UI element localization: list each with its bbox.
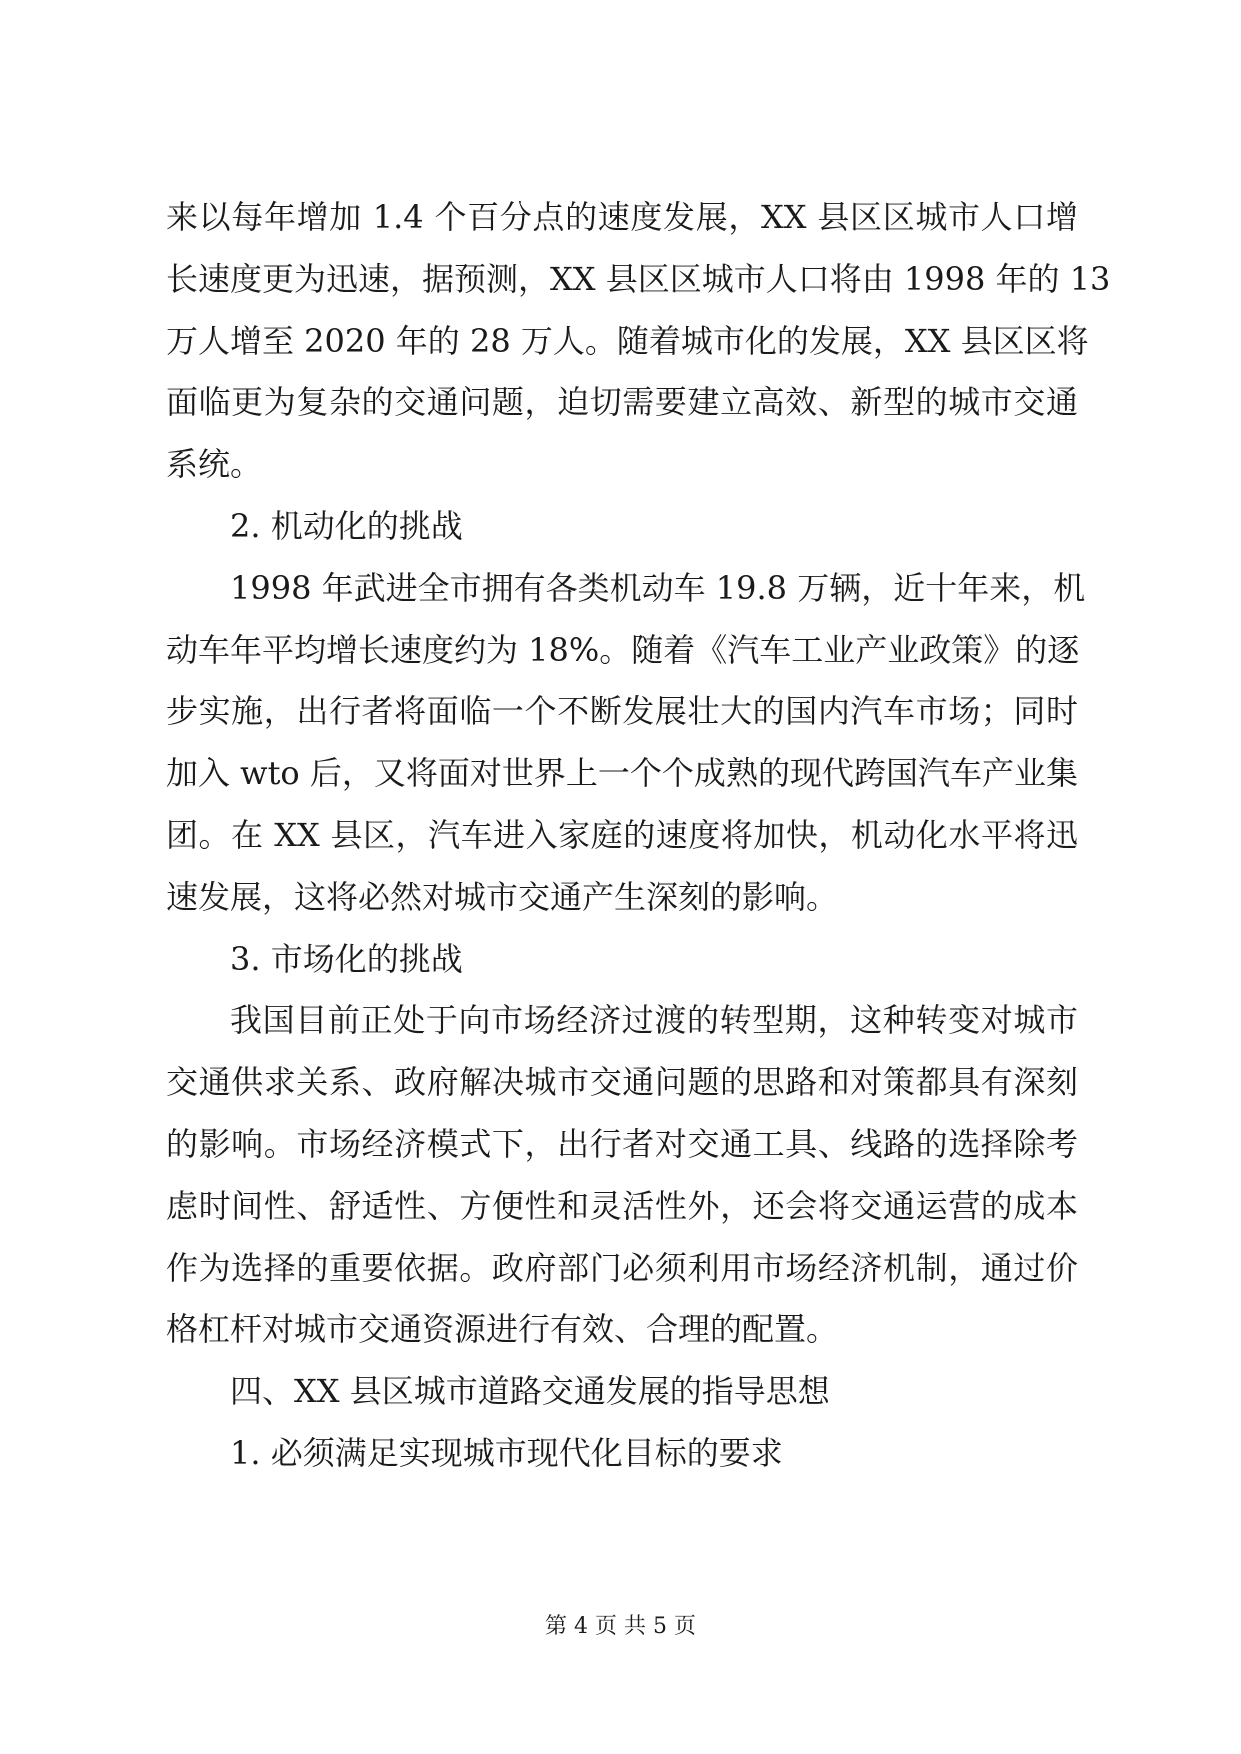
text-line: 格杠杆对城市交通资源进行有效、合理的配置。	[166, 1310, 839, 1349]
text-line: 来以每年增加 1.4 个百分点的速度发展，XX 县区区城市人口增	[166, 198, 1078, 236]
text-line: 2. 机动化的挑战	[230, 506, 463, 545]
text-line: 速发展，这将必然对城市交通产生深刻的影响。	[166, 877, 839, 916]
text-line: 1. 必须满足实现城市现代化目标的要求	[230, 1433, 783, 1472]
text-line: 团。在 XX 县区，汽车进入家庭的速度将加快，机动化水平将迅	[166, 815, 1078, 854]
text-line: 面临更为复杂的交通问题，迫切需要建立高效、新型的城市交通	[166, 383, 1078, 422]
text-line: 步实施，出行者将面临一个不断发展壮大的国内汽车市场；同时	[166, 692, 1078, 731]
text-line: 交通供求关系、政府解决城市交通问题的思路和对策都具有深刻	[166, 1063, 1078, 1102]
document-body	[166, 195, 1111, 1493]
page-footer: 第 4 页 共 5 页	[545, 1614, 696, 1639]
text-line: 四、XX 县区城市道路交通发展的指导思想	[230, 1372, 830, 1411]
text-line: 我国目前正处于向市场经济过渡的转型期，这种转变对城市	[230, 1001, 1078, 1040]
text-line: 的影响。市场经济模式下，出行者对交通工具、线路的选择除考	[166, 1124, 1078, 1163]
text-line: 虑时间性、舒适性、方便性和灵活性外，还会将交通运营的成本	[166, 1186, 1078, 1225]
text-line: 动车年平均增长速度约为 18%。随着《汽车工业产业政策》的逐	[166, 630, 1080, 669]
text-line: 3. 市场化的挑战	[230, 939, 463, 978]
text-line: 1998 年武进全市拥有各类机动车 19.8 万辆，近十年来，机	[230, 568, 1086, 607]
text-line: 长速度更为迅速，据预测，XX 县区区城市人口将由 1998 年的 13	[166, 259, 1111, 298]
text-line: 系统。	[166, 445, 263, 484]
text-line: 加入 wto 后，又将面对世界上一个个成熟的现代跨国汽车产业集	[166, 754, 1078, 793]
text-line: 万人增至 2020 年的 28 万人。随着城市化的发展，XX 县区区将	[166, 321, 1089, 360]
text-line: 作为选择的重要依据。政府部门必须利用市场经济机制，通过价	[166, 1248, 1078, 1287]
